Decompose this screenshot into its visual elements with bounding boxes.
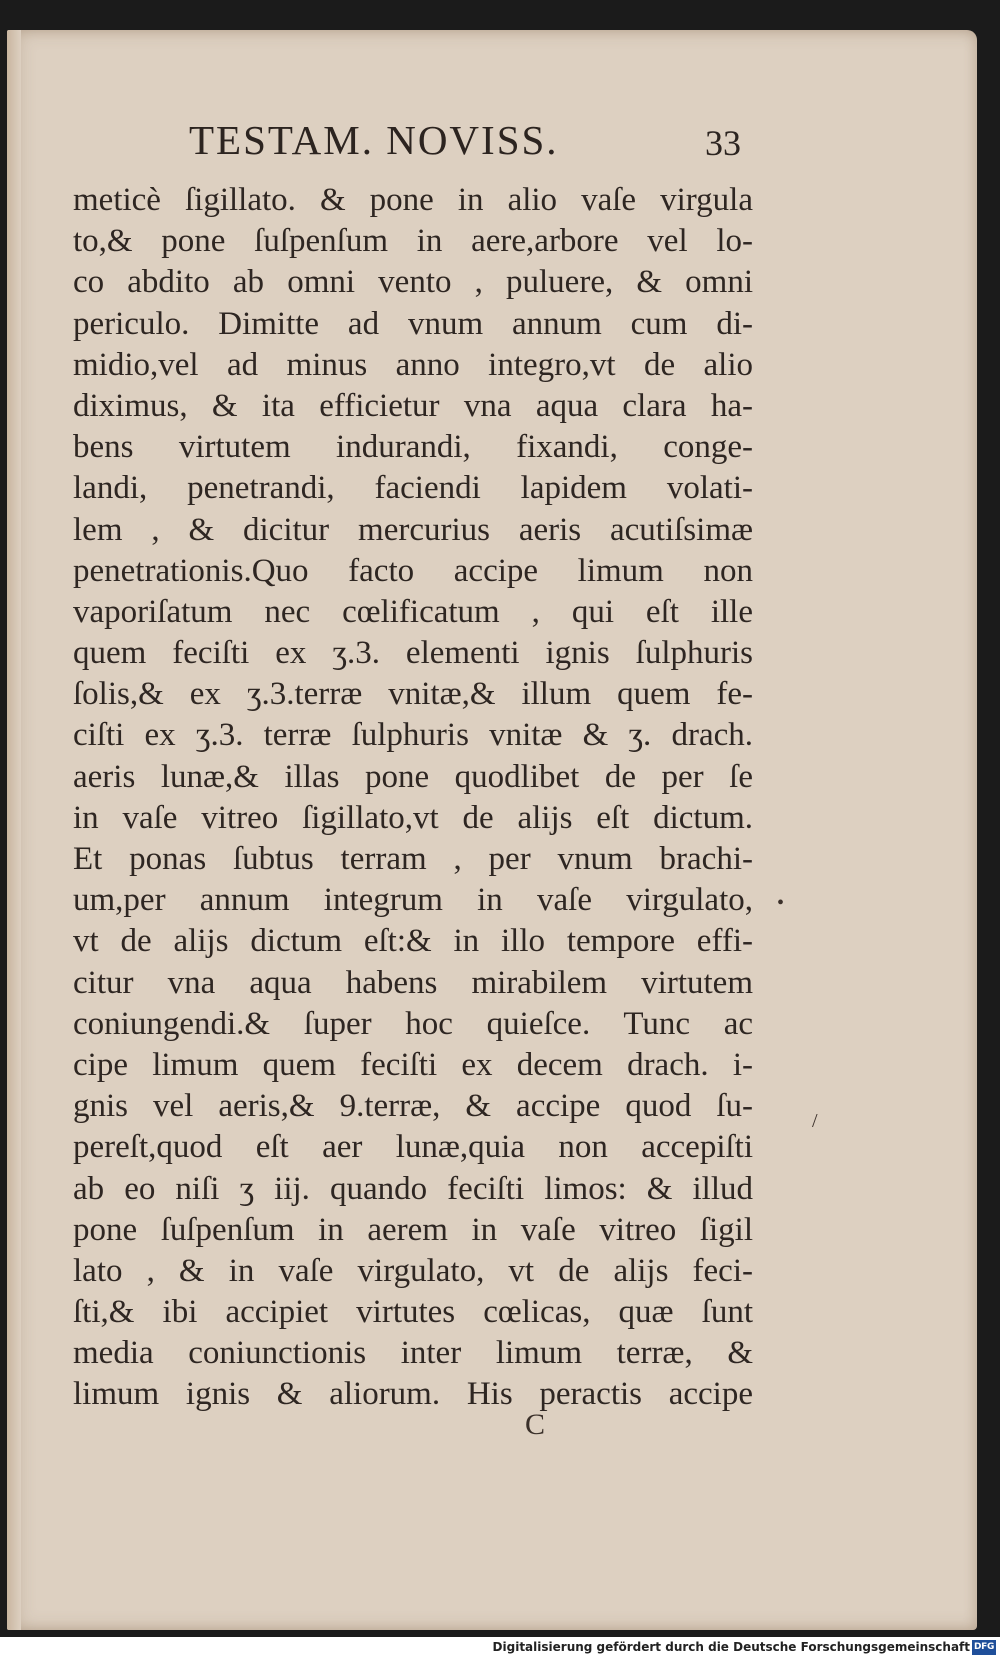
text-line: limum ignis & aliorum. His peractis accipe — [73, 1376, 753, 1413]
text-line: penetrationis.Quo facto accipe limum non — [73, 552, 753, 589]
text-line: Et ponas ſubtus terram , per vnum brachi- — [73, 841, 753, 877]
text-line: lato , & in vaſe virgulato, vt de alijs feci- — [73, 1252, 753, 1289]
text-line: vt de alijs dictum eſt:& in illo tempore effi- — [73, 923, 753, 960]
funding-credit: Digitalisierung gefördert durch die Deutsche Forschungsgemeinschaft — [492, 1640, 970, 1654]
signature-mark: C — [525, 1408, 546, 1441]
text-line: media coniunctionis inter limum terræ, & — [73, 1335, 753, 1372]
text-line: diximus, & ita efficietur vna aqua clara ha- — [73, 387, 753, 424]
text-line: ſolis,& ex ʒ.3.terræ vnitæ,& illum quem fe- — [73, 676, 753, 713]
text-line: ſti,& ibi accipiet virtutes cœlicas, quæ ſunt — [73, 1294, 753, 1331]
page-gutter-shadow — [7, 30, 21, 1630]
text-line: vaporiſatum nec cœlificatum , qui eſt ille — [73, 593, 753, 630]
text-line: landi, penetrandi, faciendi lapidem volati- — [73, 470, 753, 507]
page-number: 33 — [705, 123, 741, 163]
text-line: ciſti ex ʒ.3. terræ ſulphuris vnitæ & ʒ. drach. — [73, 717, 753, 754]
dfg-logo-icon: DFG — [972, 1640, 996, 1655]
text-line: co abdito ab omni vento , puluere, & omni — [73, 264, 753, 301]
text-line: pereſt,quod eſt aer lunæ,quia non accepiſti — [73, 1129, 753, 1166]
text-line: bens virtutem indurandi, fixandi, conge- — [73, 429, 753, 466]
text-line: meticè ſigillato. & pone in alio vaſe virgula — [73, 182, 753, 218]
ink-speck: • — [777, 892, 785, 914]
book-page — [7, 30, 977, 1630]
text-line: quem feciſti ex ʒ.3. elementi ignis ſulphuris — [73, 635, 753, 672]
running-head: TESTAM. NOVISS. — [189, 117, 559, 163]
text-line: in vaſe vitreo ſigillato,vt de alijs eſt dictum. — [73, 799, 753, 836]
text-line: pone ſuſpenſum in aerem in vaſe vitreo ſigil — [73, 1211, 753, 1248]
footer-bar — [0, 1637, 1000, 1660]
text-line: gnis vel aeris,& 9.terræ, & accipe quod ſu- — [73, 1088, 753, 1125]
text-line: lem , & dicitur mercurius aeris acutiſsimæ — [73, 511, 753, 548]
body-text — [73, 180, 753, 1416]
text-line: midio,vel ad minus anno integro,vt de alio — [73, 346, 753, 383]
text-line: ab eo niſi ʒ iij. quando feciſti limos: & illud — [73, 1170, 753, 1207]
text-line: coniungendi.& ſuper hoc quieſce. Tunc ac — [73, 1005, 753, 1042]
text-line: um,per annum integrum in vaſe virgulato, — [73, 882, 753, 919]
text-line: periculo. Dimitte ad vnum annum cum di- — [73, 305, 753, 342]
text-line: cipe limum quem feciſti ex decem drach. i- — [73, 1046, 753, 1083]
text-line: to,& pone ſuſpenſum in aere,arbore vel lo- — [73, 223, 753, 260]
ink-speck: / — [812, 1110, 818, 1132]
text-line: citur vna aqua habens mirabilem virtutem — [73, 964, 753, 1001]
text-line: aeris lunæ,& illas pone quodlibet de per ſe — [73, 758, 753, 795]
